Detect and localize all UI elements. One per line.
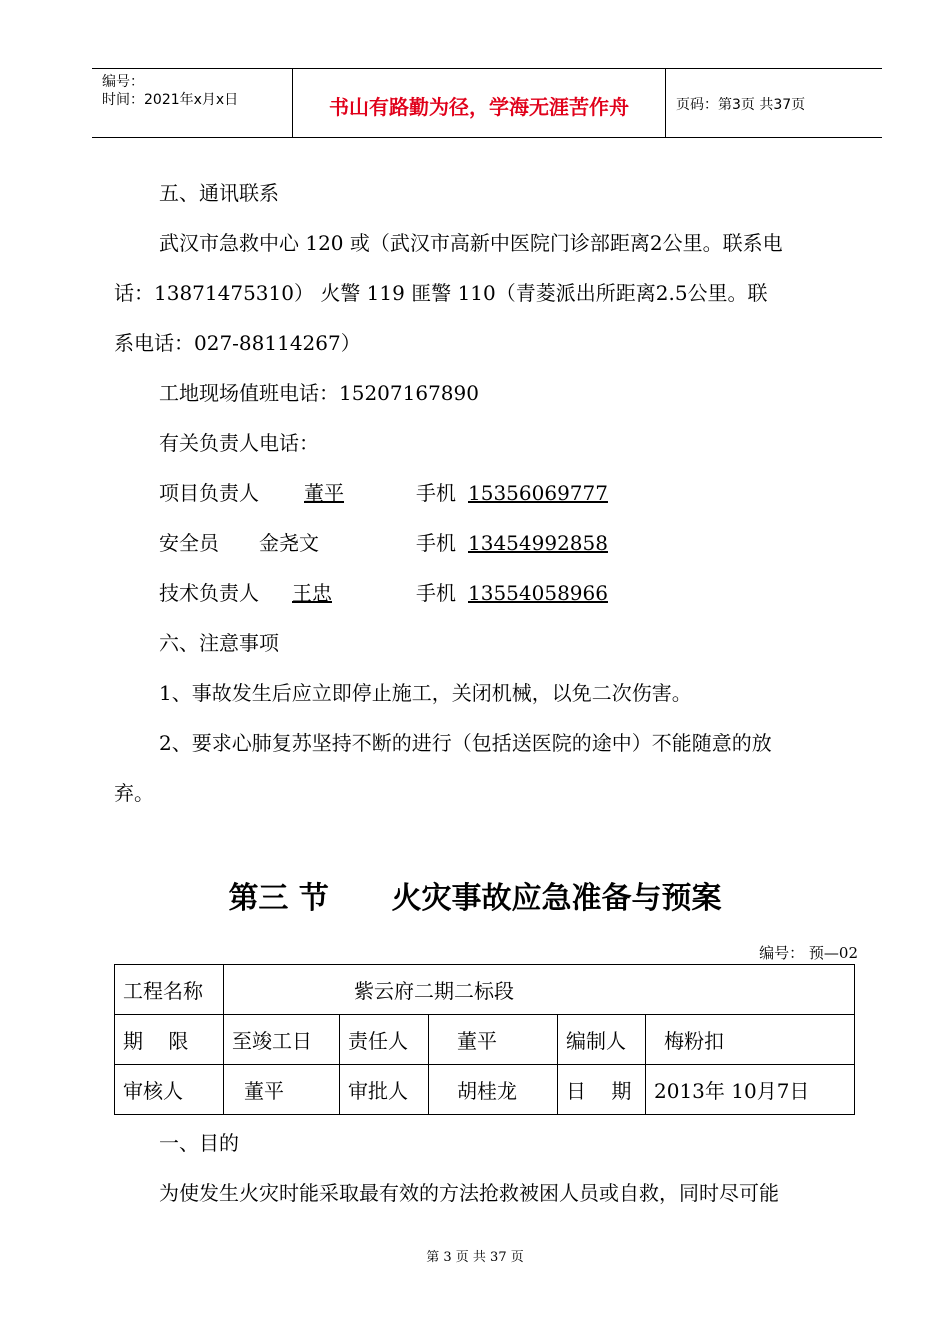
- header-divider: [665, 69, 666, 137]
- editor-label: 编制人: [558, 1015, 646, 1065]
- contact-phone: 15356069777: [468, 481, 608, 505]
- date-value: 2013年 10月7日: [646, 1065, 855, 1115]
- section6-item2-line2: 弃。: [114, 781, 154, 805]
- section5-heading: 五、通讯联系: [159, 181, 279, 205]
- contact-role: 技术负责人: [159, 581, 259, 605]
- page-footer: 第 3 页 共 37 页: [426, 1250, 524, 1265]
- section1-heading: 一、目的: [159, 1131, 239, 1155]
- number-label: 编号：: [102, 74, 144, 90]
- responsible-value: 董平: [429, 1015, 558, 1065]
- contact-phone-label: 手机: [416, 481, 456, 505]
- table-row: [115, 965, 855, 1015]
- contact-name: 金尧文: [259, 531, 319, 555]
- section6-item1: 1、事故发生后应立即停止施工，关闭机械，以免二次伤害。: [159, 681, 692, 705]
- section5-line1: 武汉市急救中心 120 或（武汉市高新中医院门诊部距离2公里。联系电: [159, 231, 783, 255]
- doc-number: 编号： 预—02: [759, 944, 858, 962]
- section5-line3: 系电话：027-88114267）: [114, 331, 361, 355]
- contact-name: 董平: [304, 481, 344, 505]
- approver-value: 胡桂龙: [429, 1065, 558, 1115]
- section-title: 第三 节 火灾事故应急准备与预案: [228, 881, 722, 916]
- date-label: 日 期: [558, 1065, 646, 1115]
- site-phone: 工地现场值班电话：15207167890: [159, 381, 479, 405]
- table-row: [115, 1015, 855, 1065]
- period-label: 期 限: [115, 1015, 224, 1065]
- contact-phone-label: 手机: [416, 581, 456, 605]
- page-info: 页码：第3页 共37页: [676, 97, 806, 113]
- responsible-label: 责任人: [340, 1015, 429, 1065]
- section1-line1: 为使发生火灾时能采取最有效的方法抢救被困人员或自救，同时尽可能: [159, 1181, 779, 1205]
- reviewer-label: 审核人: [115, 1065, 224, 1115]
- contact-name: 王忠: [292, 581, 332, 605]
- header-motto: 书山有路勤为径，学海无涯苦作舟: [329, 95, 629, 119]
- header-meta: [92, 69, 292, 137]
- approver-label: 审批人: [340, 1065, 429, 1115]
- project-value: 紫云府二期二标段: [224, 965, 855, 1015]
- contact-role: 项目负责人: [159, 481, 259, 505]
- period-value: 至竣工日: [224, 1015, 340, 1065]
- project-label: 工程名称: [115, 965, 224, 1015]
- reviewer-value: 董平: [224, 1065, 340, 1115]
- section6-heading: 六、注意事项: [159, 631, 279, 655]
- section6-item2-line1: 2、要求心肺复苏坚持不断的进行（包括送医院的途中）不能随意的放: [159, 731, 772, 755]
- contact-phone: 13454992858: [468, 531, 608, 555]
- info-table: [114, 964, 855, 1115]
- table-row: [115, 1065, 855, 1115]
- editor-value: 梅粉扣: [646, 1015, 855, 1065]
- section5-line2: 话：13871475310） 火警 119 匪警 110（青菱派出所距离2.5公里。联: [114, 281, 768, 305]
- responsible-heading: 有关负责人电话：: [159, 431, 319, 455]
- contact-phone: 13554058966: [468, 581, 608, 605]
- contact-role: 安全员: [159, 531, 219, 555]
- page-header: [92, 68, 882, 138]
- contact-phone-label: 手机: [416, 531, 456, 555]
- time-label: 时间：2021年x月x日: [102, 92, 239, 108]
